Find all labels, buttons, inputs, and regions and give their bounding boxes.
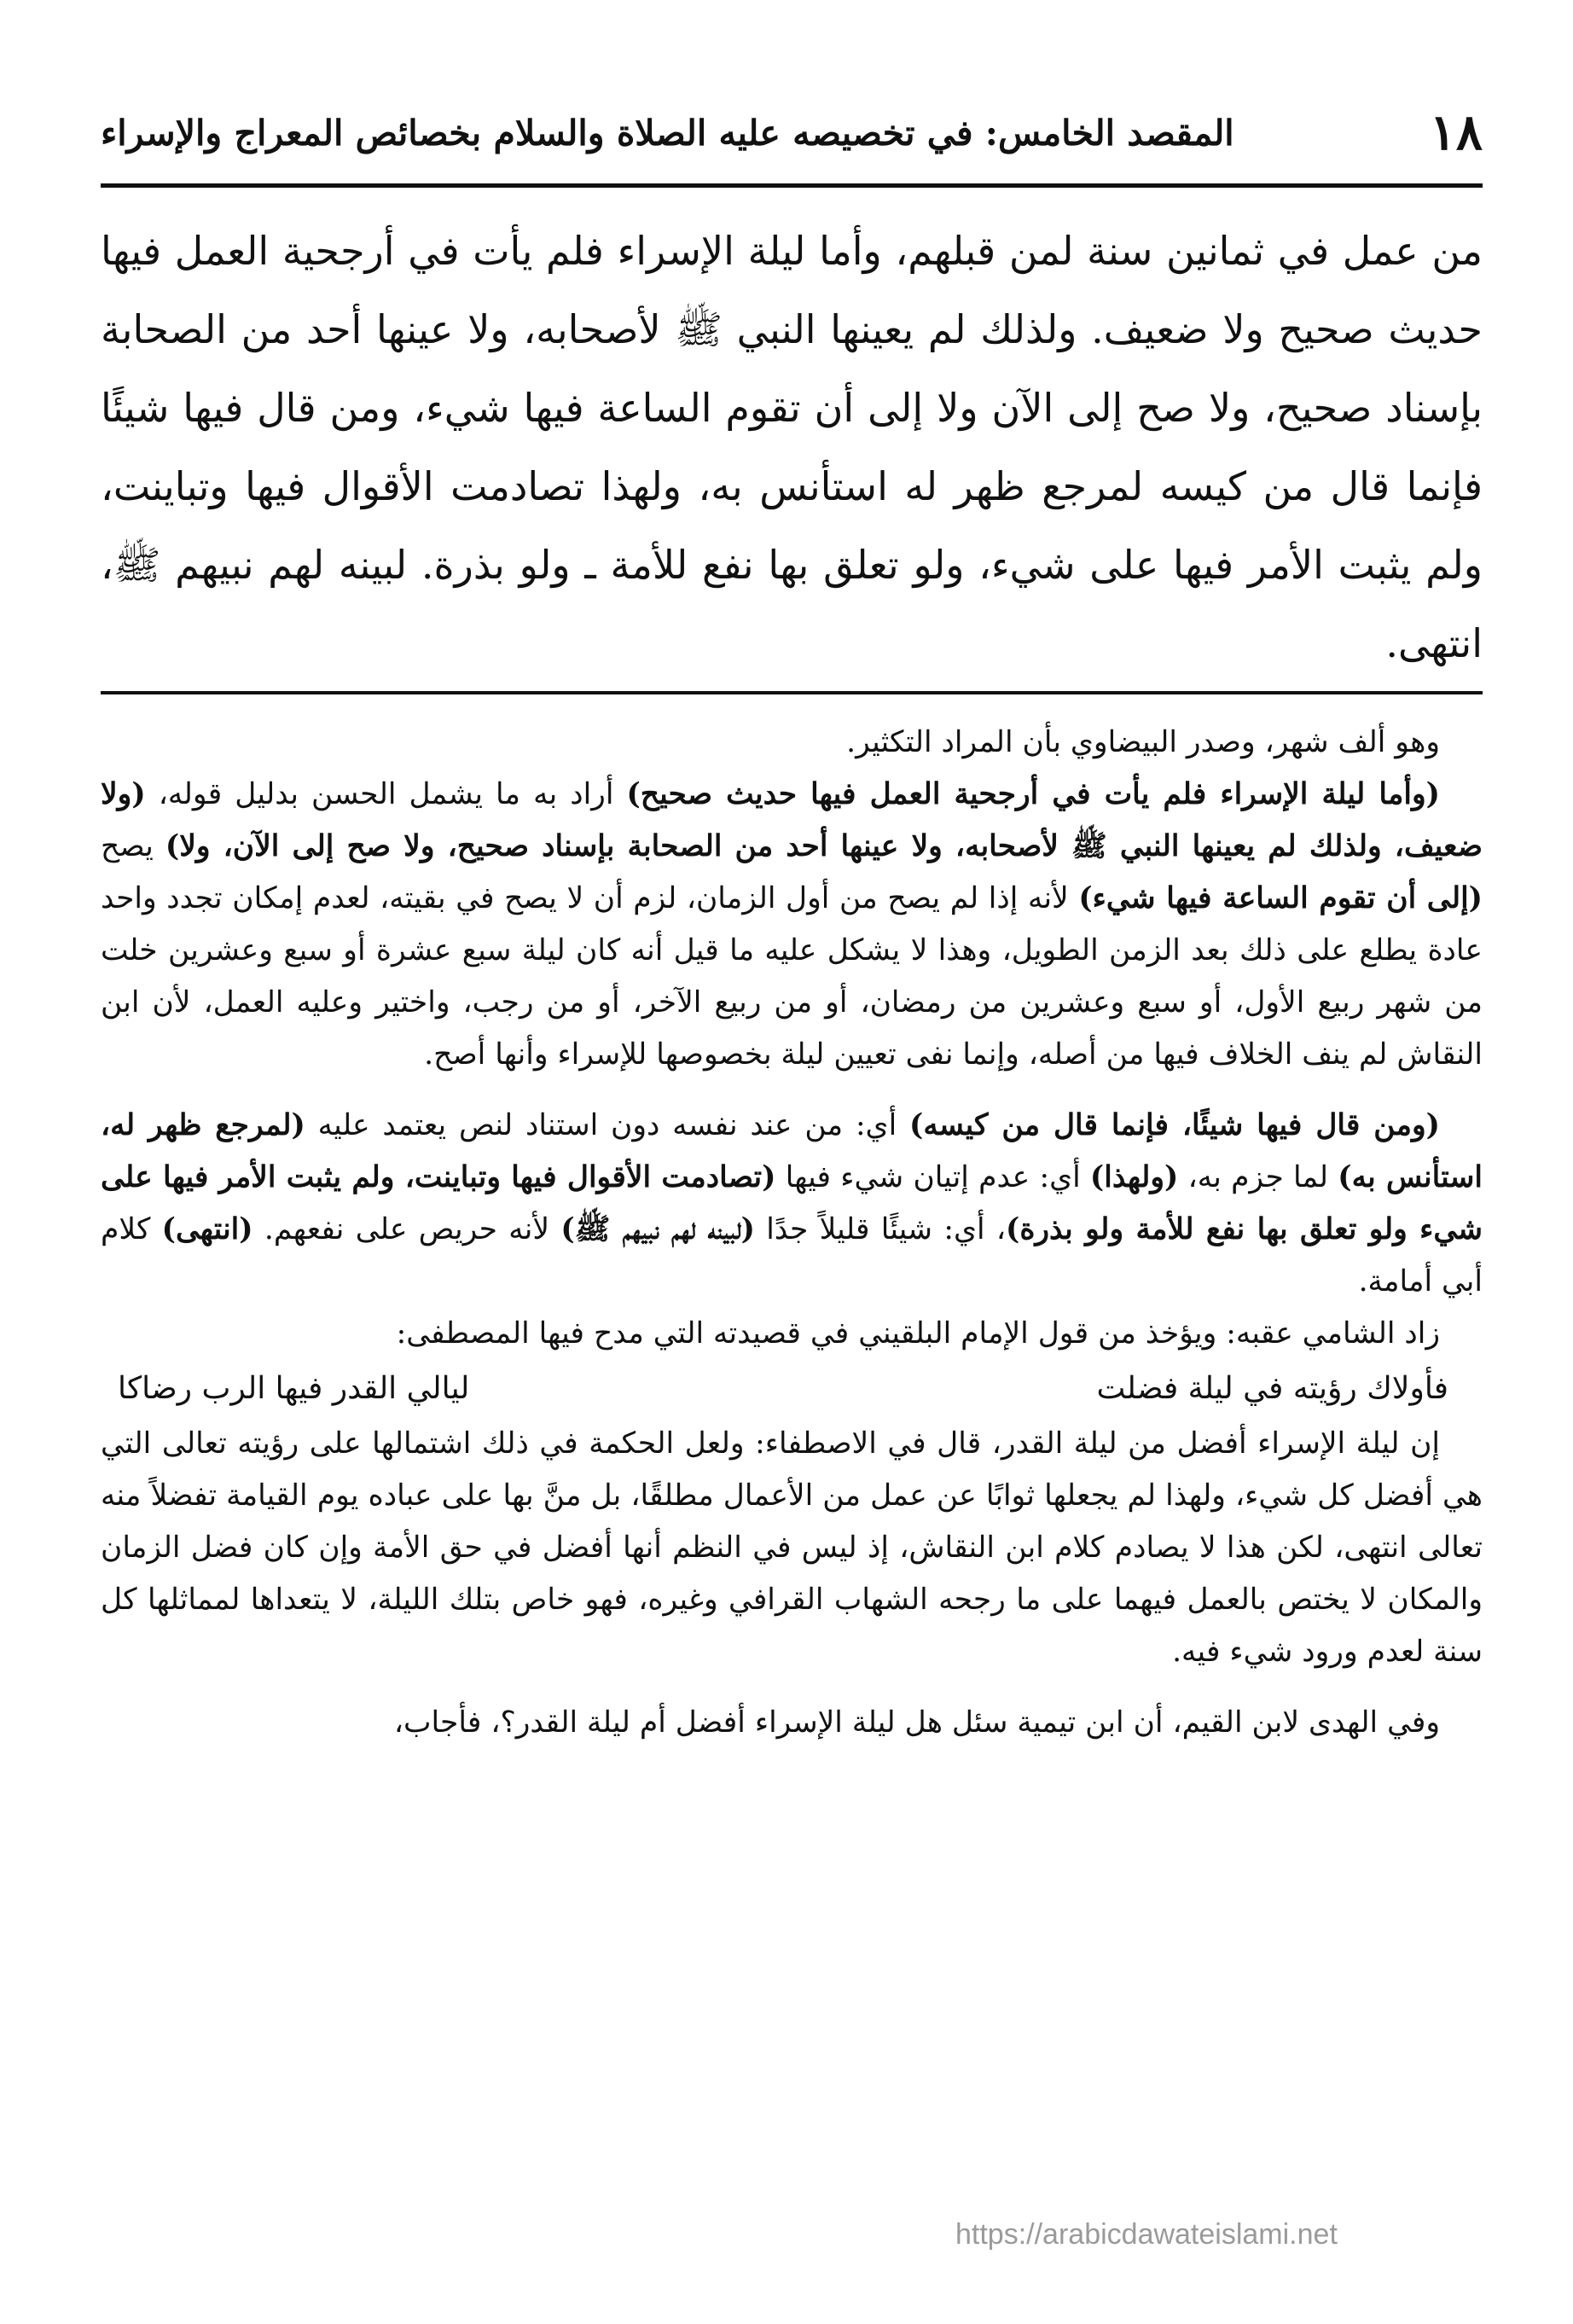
- quoted-matn: (إلى أن تقوم الساعة فيها شيء): [1078, 881, 1483, 915]
- commentary-text: أي: عدم إتيان شيء فيها: [775, 1160, 1090, 1194]
- header-rule: [101, 183, 1483, 188]
- commentary-paragraph-5: إن ليلة الإسراء أفضل من ليلة القدر، قال في الاصطفاء: ولعل الحكمة في ذلك اشتمالها على رؤيته تعالى التي هي أفضل كل شيء، ولهذا لم يجعلها ثوابًا عن عمل من الأعمال مطلقًا، بل منَّ بها على عباده يوم القيامة تفضلاً منه تعالى انتهى، لكن هذا لا يصادم كلام ابن النقاش، إذ ليس في النظم أنها أفضل في حق الأمة وإن كان فضل الزمان والمكان لا يختص بالعمل فيهما على ما رجحه الشهاب القرافي وغيره، فهو خاص بتلك الليلة، لا يتعداها لمماثلها كل سنة لعدم ورود شيء فيه.: [101, 1426, 1483, 1669]
- main-text: [101, 212, 1483, 775]
- watermark-url: https://arabicdawateislami.net: [955, 2218, 1338, 2251]
- main-paragraph: من عمل في ثمانين سنة لمن قبلهم، وأما ليلة الإسراء فلم يأت في أرجحية العمل فيها حديث صحيح ولا ضعيف. ولذلك لم يعينها النبي ﷺ لأصحابه، ولا عينها أحد من الصحابة بإسناد صحيح، ولا صح إلى الآن ولا إلى أن تقوم الساعة فيها شيء، ومن قال فيها شيئًا فإنما قال من كيسه لمرجع ظهر له استأنس به، ولهذا تصادمت الأقوال فيها وتباينت، ولم يثبت الأمر فيها على شيء، ولو تعلق بها نفع للأمة ـ ولو بذرة. لبينه لهم نبيهم ﷺ، انتهى.: [101, 228, 1483, 666]
- footnote-separator: [101, 691, 1483, 694]
- quoted-matn: (ومن قال فيها شيئًا، فإنما قال من كيسه): [909, 1108, 1440, 1142]
- page-number: ١٨: [1429, 103, 1483, 161]
- quoted-matn: (ولهذا): [1089, 1160, 1179, 1194]
- commentary-paragraph-4: زاد الشامي عقبه: ويؤخذ من قول الإمام البلقيني في قصيدته التي مدح فيها المصطفى:: [396, 1316, 1440, 1351]
- quoted-matn: (وأما ليلة الإسراء فلم يأت في أرجحية العمل فيها حديث صحيح): [626, 777, 1440, 811]
- commentary-text: لأنه حريص على نفعهم.: [252, 1212, 561, 1246]
- book-page: [101, 94, 1483, 2278]
- verse-second-hemistich: ليالي القدر فيها الرب رضاكا: [118, 1371, 470, 1406]
- commentary-text: أراد به ما يشمل الحسن بدليل قوله،: [145, 777, 627, 811]
- quoted-matn: (لبينه لهم نبيهم ﷺ): [560, 1212, 755, 1246]
- quoted-matn: (تصادمت الأقوال فيها وتباينت، ولم يثبت الأمر فيها على شيء ولو تعلق بها نفع للأمة ولو بذرة): [101, 1160, 1483, 1246]
- poem-verse: [101, 1360, 1483, 1418]
- running-title: المقصد الخامس: في تخصيصه عليه الصلاة والسلام بخصائص المعراج والإسراء: [101, 113, 1234, 154]
- commentary-paragraph-3: [101, 1100, 1483, 1308]
- commentary-text: لما جزم به،: [1178, 1160, 1338, 1194]
- verse-first-hemistich: فأولاك رؤيته في ليلة فضلت: [1096, 1371, 1448, 1406]
- commentary-paragraph-1: وهو ألف شهر، وصدر البيضاوي بأن المراد التكثير.: [846, 725, 1440, 759]
- commentary-paragraph-2: [101, 769, 1483, 1081]
- quoted-matn: (انتهى): [161, 1212, 253, 1246]
- commentary-text: يصح: [101, 829, 165, 863]
- commentary-paragraph-6: وفي الهدى لابن القيم، أن ابن تيمية سئل هل ليلة الإسراء أفضل أم ليلة القدر؟، فأجاب،: [393, 1705, 1440, 1740]
- commentary: [101, 717, 1483, 2278]
- commentary-text: أي: من عند نفسه دون استناد لنص يعتمد عليه: [305, 1108, 909, 1142]
- quoted-matn: (ولا ضعيف، ولذلك لم يعينها النبي ﷺ لأصحابه، ولا عينها أحد من الصحابة بإسناد صحيح، ولا صح إلى الآن، ولا): [101, 777, 1483, 863]
- commentary-text: لأنه إذا لم يصح من أول الزمان، لزم أن لا يصح في بقيته، لعدم إمكان تجدد واحد عادة يطلع على ذلك بعد الزمن الطويل، وهذا لا يشكل عليه ما قيل أنه كان ليلة سبع عشرة أو سبع وعشرين خلت من شهر ربيع الأول، أو سبع وعشرين من رمضان، أو من ربيع الآخر، أو من رجب، واختير وعليه العمل، لأن ابن النقاش لم ينف الخلاف فيها من أصله، وإنما نفى تعيين ليلة بخصوصها للإسراء وأنها أصح.: [101, 881, 1483, 1072]
- page-header: [101, 94, 1483, 179]
- commentary-text: ، أي: شيئًا قليلاً جدًا: [754, 1212, 1006, 1246]
- commentary-text: كلام أبي أمامة.: [101, 1212, 1483, 1299]
- quoted-matn: (لمرجع ظهر له، استأنس به): [101, 1108, 1483, 1194]
